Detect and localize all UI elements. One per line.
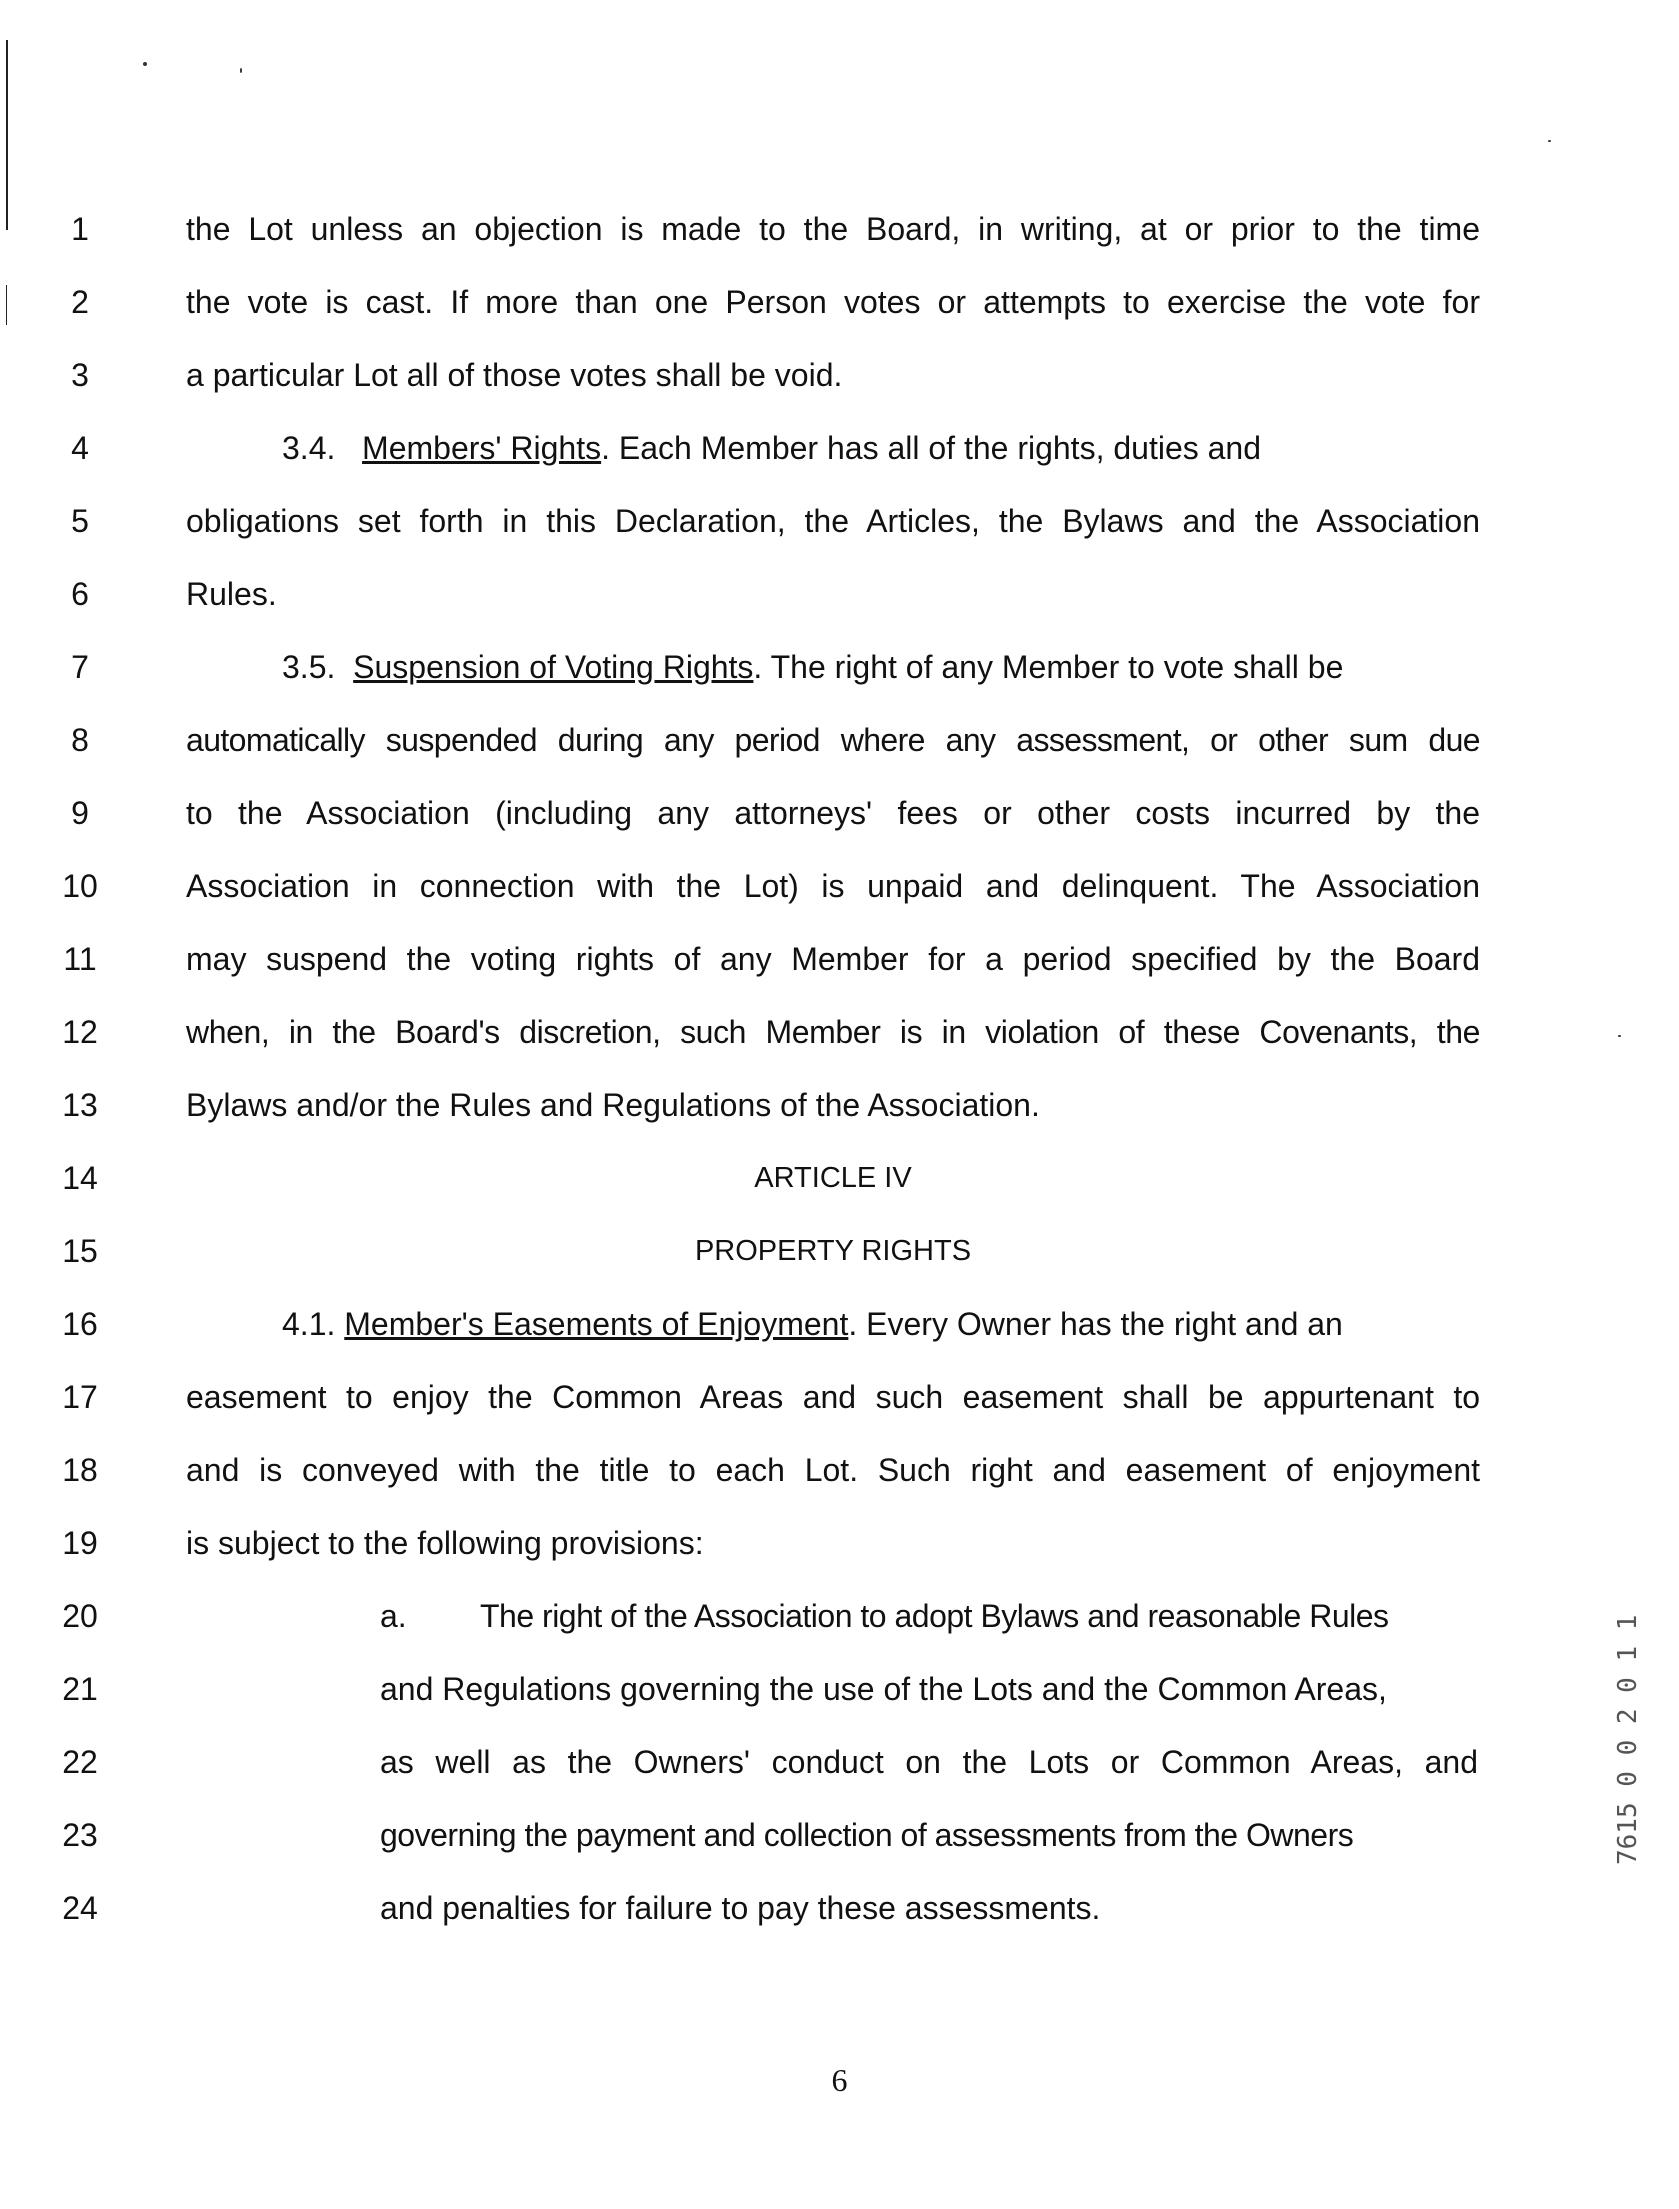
section-number: 3.5. (282, 649, 336, 685)
subsection-marker: a. (380, 1598, 407, 1634)
subsection-text-line: and Regulations governing the use of the Lots and the Common Areas, (380, 1671, 1387, 1707)
page-number: 6 (831, 2062, 848, 2098)
line-number: 3 (71, 357, 89, 393)
scan-speck (1618, 1035, 1621, 1037)
body-text-line: the vote is cast. If more than one Person votes or attempts to exercise the vote for (186, 284, 1480, 320)
line-number: 10 (62, 868, 98, 904)
line-number: 19 (62, 1525, 98, 1561)
recording-stamp: 7615 0 0 2 0 1 1 (1613, 1614, 1643, 1866)
line-number: 14 (62, 1160, 98, 1196)
subsection-text-line: and penalties for failure to pay these assessments. (380, 1890, 1101, 1926)
scan-speck (1548, 140, 1551, 142)
subsection-text-line: governing the payment and collection of assessments from the Owners (380, 1817, 1354, 1853)
section-4-1-line (282, 1304, 1480, 1344)
body-text-line: is subject to the following provisions: (186, 1525, 704, 1561)
body-text-line: may suspend the voting rights of any Member for a period specified by the Board (186, 941, 1480, 977)
line-number: 15 (62, 1233, 98, 1269)
line-number: 9 (71, 795, 89, 831)
section-heading-members-rights: Members' Rights (362, 430, 602, 466)
body-text-line: automatically suspended during any period where any assessment, or other sum due (186, 722, 1480, 758)
line-number: 5 (71, 503, 89, 539)
scan-speck (240, 68, 242, 73)
line-number: 20 (62, 1598, 98, 1634)
body-text-line: Rules. (186, 576, 277, 612)
line-number: 8 (71, 722, 89, 758)
line-number: 7 (71, 649, 89, 685)
line-number: 13 (62, 1087, 98, 1123)
body-text-line: to the Association (including any attorneys' fees or other costs incurred by the (186, 795, 1480, 831)
line-number: 21 (62, 1671, 98, 1707)
body-text-line: a particular Lot all of those votes shall be void. (186, 357, 843, 393)
scan-edge-line (6, 40, 8, 230)
section-heading-members-easements: Member's Easements of Enjoyment (344, 1306, 849, 1342)
section-number: 3.4. (282, 430, 336, 466)
article-heading: ARTICLE IV (754, 1162, 912, 1194)
body-text-line: Bylaws and/or the Rules and Regulations of the Association. (186, 1087, 1040, 1123)
line-number: 2 (71, 284, 89, 320)
section-3-4-line (282, 428, 1480, 468)
subsection-a-line (380, 1596, 1480, 1636)
subsection-text-line: as well as the Owners' conduct on the Lots or Common Areas, and (380, 1744, 1478, 1780)
section-number: 4.1. (282, 1306, 336, 1342)
section-heading-suspension-of-voting-rights: Suspension of Voting Rights (353, 649, 754, 685)
body-text-line: the Lot unless an objection is made to the Board, in writing, at or prior to the time (186, 211, 1480, 247)
body-text-line: Association in connection with the Lot) is unpaid and delinquent. The Association (186, 868, 1480, 904)
line-number: 4 (71, 430, 89, 466)
line-number: 17 (62, 1379, 98, 1415)
article-title: PROPERTY RIGHTS (694, 1235, 972, 1267)
line-number: 18 (62, 1452, 98, 1488)
body-text-line: easement to enjoy the Common Areas and such easement shall be appurtenant to (186, 1379, 1480, 1415)
subsection-text: The right of the Association to adopt Bylaws and reasonable Rules (480, 1598, 1389, 1634)
body-text-line: when, in the Board's discretion, such Member is in violation of these Covenants, the (186, 1014, 1480, 1050)
line-number: 1 (71, 211, 89, 247)
line-number: 12 (62, 1014, 98, 1050)
line-number: 22 (62, 1744, 98, 1780)
line-number: 24 (62, 1890, 98, 1926)
section-text: . The right of any Member to vote shall be (753, 649, 1344, 685)
body-text-line: obligations set forth in this Declaration, the Articles, the Bylaws and the Association (186, 503, 1480, 539)
line-number: 23 (62, 1817, 98, 1853)
section-3-5-line (282, 647, 1480, 687)
scan-edge-line (6, 285, 7, 325)
section-text: . Each Member has all of the rights, duties and (601, 430, 1262, 466)
line-number: 11 (63, 941, 97, 977)
scan-speck (143, 62, 147, 66)
line-number: 16 (62, 1306, 98, 1342)
line-number: 6 (71, 576, 89, 612)
section-text: . Every Owner has the right and an (848, 1306, 1343, 1342)
body-text-line: and is conveyed with the title to each Lot. Such right and easement of enjoyment (186, 1452, 1480, 1488)
